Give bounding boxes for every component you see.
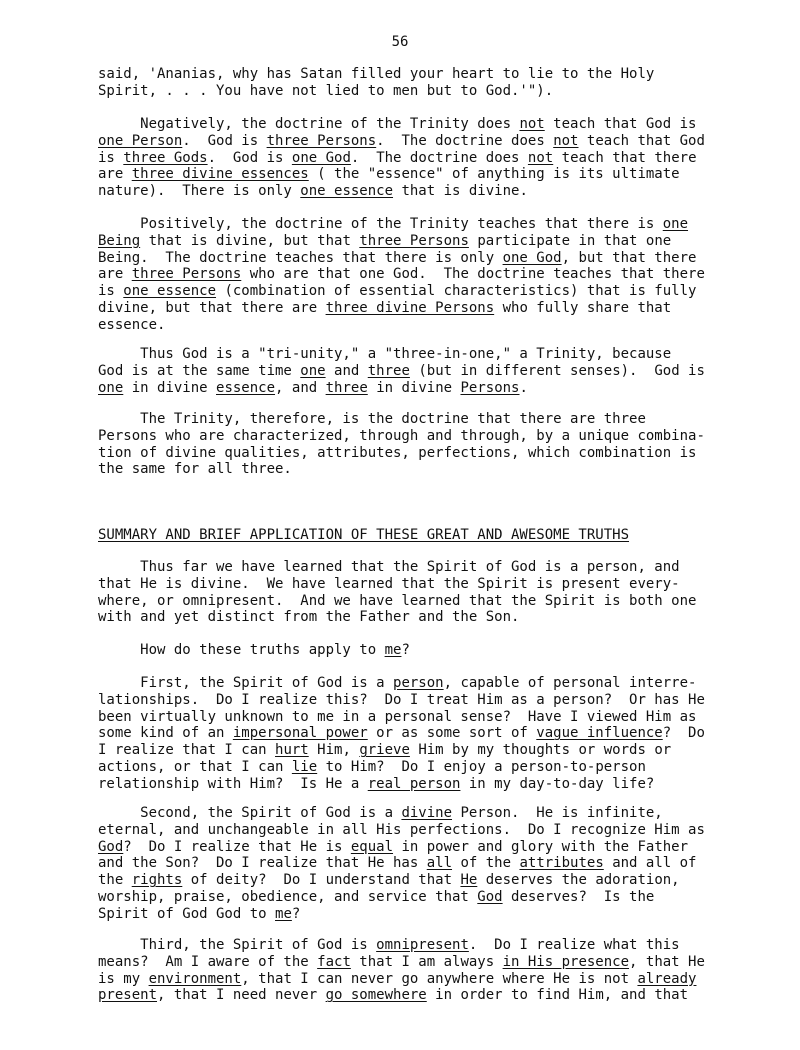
text-line: [98, 133, 705, 150]
text-line: [98, 609, 696, 626]
underlined-text: equal: [350, 838, 394, 855]
trinity-definition-paragraph: [98, 411, 705, 478]
underlined-text: one Person: [98, 132, 183, 149]
text-run: eternal, and unchangeable in all His perfections. Do I recognize Him as: [98, 821, 705, 838]
text-line: [98, 805, 705, 822]
text-run: Person. He is infinite,: [452, 805, 663, 821]
text-line: [98, 166, 705, 183]
text-run: First, the Spirit of God is a: [98, 675, 394, 691]
underlined-text: impersonal power: [232, 725, 368, 742]
text-run: , that He: [629, 953, 705, 970]
underlined-text: omnipresent: [376, 937, 469, 953]
text-line: [98, 150, 705, 167]
underlined-text: one essence: [123, 283, 217, 300]
text-line: [98, 428, 705, 445]
text-run: and the Son? Do I realize that He has: [98, 855, 427, 872]
underlined-text: lie: [291, 758, 318, 775]
text-run: . God is: [207, 149, 292, 166]
text-line: [98, 725, 705, 742]
text-run: Positively, the doctrine of the Trinity teaches that there is: [98, 216, 663, 232]
text-line: [98, 971, 705, 988]
text-line: [98, 380, 705, 397]
text-run: . Do I realize what this: [468, 937, 680, 953]
underlined-text: SUMMARY AND BRIEF APPLICATION OF THESE GREAT AND AWESOME TRUTHS: [98, 527, 630, 543]
underlined-text: one: [662, 216, 689, 232]
text-run: and all of: [603, 855, 697, 872]
underlined-text: one essence: [300, 183, 394, 200]
underlined-text: real person: [367, 775, 461, 792]
underlined-text: three Persons: [359, 232, 469, 249]
text-run: that I am always: [350, 953, 503, 970]
text-line: [98, 116, 705, 133]
text-line: [98, 559, 696, 576]
text-run: ?: [401, 642, 410, 658]
text-run: in my day-to-day life?: [460, 775, 655, 792]
tri-unity-paragraph: [98, 346, 705, 396]
underlined-text: one: [98, 379, 124, 396]
quote-continuation-paragraph: [98, 66, 654, 100]
underlined-text: three Gods: [123, 149, 208, 166]
text-line: [98, 776, 705, 793]
text-line: [98, 839, 705, 856]
underlined-text: three Persons: [131, 266, 242, 283]
text-run: lationships. Do I realize this? Do I treat Him as a person? Or has He: [98, 691, 705, 708]
text-run: ? Do: [662, 725, 705, 742]
text-line: [98, 445, 705, 462]
text-run: said, 'Ananias, why has Satan filled your heart to lie to the Holy: [98, 66, 655, 82]
text-line: [98, 266, 705, 283]
text-run: Second, the Spirit of God is a: [98, 805, 402, 821]
text-line: [98, 889, 705, 906]
negatively-paragraph: [98, 116, 705, 200]
text-run: . God is: [182, 132, 267, 149]
text-line: [98, 642, 410, 659]
text-line: [98, 461, 705, 478]
underlined-text: all: [426, 855, 453, 872]
text-run: deserves the adoration,: [477, 872, 680, 889]
underlined-text: three divine Persons: [325, 299, 495, 316]
text-run: teach that there: [553, 149, 697, 166]
text-line: [98, 83, 654, 100]
text-line: [98, 411, 705, 428]
text-line: [98, 987, 705, 1004]
text-run: is: [98, 283, 124, 300]
text-run: The Trinity, therefore, is the doctrine that there are three: [98, 411, 646, 427]
text-run: I realize that I can: [98, 742, 276, 759]
text-run: is my: [98, 970, 149, 987]
text-line: [98, 692, 705, 709]
text-line: [98, 233, 705, 250]
text-run: .: [519, 379, 528, 396]
text-run: Thus God is a "tri-unity," a "three-in-one," a Trinity, because: [98, 346, 672, 362]
underlined-text: three Persons: [266, 132, 377, 149]
text-run: who are that one God. The doctrine teaches that there: [241, 266, 705, 283]
text-run: . The doctrine does: [376, 132, 554, 149]
text-line: [98, 872, 705, 889]
underlined-text: attributes: [519, 855, 604, 872]
underlined-text: God: [98, 838, 124, 855]
text-run: in order to find Him, and that: [426, 987, 689, 1004]
underlined-text: grieve: [359, 742, 410, 759]
text-run: in divine: [123, 379, 217, 396]
underlined-text: Being: [98, 232, 141, 249]
text-line: [98, 675, 705, 692]
text-run: , that I need never: [157, 987, 326, 1004]
text-run: relationship with Him? Is He a: [98, 775, 368, 792]
text-run: participate in that one: [468, 232, 672, 249]
underlined-text: essence: [216, 379, 276, 396]
underlined-text: three divine essences: [131, 166, 309, 183]
text-run: How do these truths apply to: [98, 642, 385, 658]
text-run: (combination of essential characteristics) that is fully: [216, 283, 697, 300]
text-run: , capable of personal interre-: [443, 675, 697, 691]
underlined-text: not: [519, 116, 545, 132]
text-run: nature). There is only: [98, 183, 301, 200]
underlined-text: He: [460, 872, 478, 889]
underlined-text: Persons: [460, 379, 520, 396]
text-line: [98, 742, 705, 759]
first-point-paragraph: [98, 675, 705, 793]
text-run: teach that God is: [544, 116, 697, 132]
underlined-text: one God: [502, 249, 562, 266]
page-number: 56: [391, 34, 409, 50]
summary-heading: [98, 527, 629, 544]
text-line: [98, 709, 705, 726]
underlined-text: go somewhere: [325, 987, 427, 1004]
text-run: Spirit, . . . You have not lied to men but to God.'").: [98, 82, 554, 99]
text-line: [98, 906, 705, 923]
text-run: (but in different senses). God is: [409, 362, 705, 379]
text-run: essence.: [98, 316, 166, 333]
text-line: [98, 216, 705, 233]
text-line: [98, 363, 705, 380]
text-line: [98, 527, 629, 544]
underlined-text: rights: [131, 872, 183, 889]
underlined-text: hurt: [275, 742, 309, 759]
text-run: Him,: [308, 742, 360, 759]
underlined-text: fact: [317, 953, 351, 970]
text-run: to Him? Do I enjoy a person-to-person: [317, 758, 646, 775]
text-run: teach that God: [578, 132, 705, 149]
text-run: Being. The doctrine teaches that there is only: [98, 249, 503, 266]
text-line: [98, 822, 705, 839]
text-run: is: [98, 149, 124, 166]
text-line: [98, 954, 705, 971]
underlined-text: environment: [148, 970, 242, 987]
text-line: [98, 855, 705, 872]
text-line: [98, 937, 705, 954]
text-run: worship, praise, obedience, and service that: [98, 888, 478, 905]
text-run: ?: [291, 905, 301, 922]
text-run: are: [98, 166, 132, 183]
text-run: , and: [275, 379, 326, 396]
text-line: [98, 317, 705, 334]
underlined-text: three: [367, 362, 410, 379]
text-run: that is divine, but that: [140, 232, 360, 249]
underlined-text: vague influence: [536, 725, 663, 742]
text-run: with and yet distinct from the Father and the Son.: [98, 609, 520, 626]
text-run: of deity? Do I understand that: [182, 872, 461, 889]
text-line: [98, 759, 705, 776]
text-run: ( the "essence" of anything is its ultimate: [308, 166, 680, 183]
text-run: , that I can never go anywhere where He is not: [241, 970, 638, 987]
text-run: and: [325, 362, 368, 379]
text-run: the: [98, 872, 132, 889]
text-run: Persons who are characterized, through and through, by a unique combina-: [98, 427, 705, 444]
text-line: [98, 66, 654, 83]
text-run: of the: [452, 855, 520, 872]
text-run: in divine: [367, 379, 461, 396]
text-run: in power and glory with the Father: [393, 838, 689, 855]
text-line: [98, 250, 705, 267]
text-line: [98, 300, 705, 317]
text-line: [98, 283, 705, 300]
text-run: actions, or that I can: [98, 758, 292, 775]
underlined-text: me: [275, 905, 292, 922]
text-run: that He is divine. We have learned that the Spirit is present every-: [98, 575, 680, 592]
third-point-paragraph: [98, 937, 705, 1004]
text-line: [98, 593, 696, 610]
text-run: been virtually unknown to me in a personal sense? Have I viewed Him as: [98, 708, 697, 725]
text-run: means? Am I aware of the: [98, 953, 318, 970]
text-line: [98, 183, 705, 200]
text-run: , but that there: [561, 249, 697, 266]
text-run: where, or omnipresent. And we have learned that the Spirit is both one: [98, 592, 697, 609]
text-run: some kind of an: [98, 725, 233, 742]
text-run: Him by my thoughts or words or: [409, 742, 672, 759]
underlined-text: God: [477, 888, 503, 905]
underlined-text: not: [527, 149, 554, 166]
text-run: Thus far we have learned that the Spirit of God is a person, and: [98, 559, 680, 575]
text-run: Third, the Spirit of God is: [98, 937, 377, 953]
text-run: . The doctrine does: [350, 149, 528, 166]
text-run: tion of divine qualities, attributes, perfections, which combination is: [98, 444, 697, 461]
text-line: [98, 346, 705, 363]
underlined-text: one God: [291, 149, 351, 166]
underlined-text: one: [300, 362, 326, 379]
underlined-text: present: [98, 987, 158, 1004]
underlined-text: divine: [401, 805, 453, 821]
text-run: Spirit of God God to: [98, 905, 276, 922]
text-run: the same for all three.: [98, 461, 292, 478]
text-run: deserves? Is the: [502, 888, 655, 905]
text-run: or as some sort of: [367, 725, 537, 742]
underlined-text: in His presence: [502, 953, 630, 970]
text-run: God is at the same time: [98, 362, 301, 379]
text-run: who fully share that: [494, 299, 672, 316]
thus-far-paragraph: [98, 559, 696, 626]
underlined-text: three: [325, 379, 368, 396]
underlined-text: already: [637, 970, 697, 987]
second-point-paragraph: [98, 805, 705, 923]
text-run: are: [98, 266, 132, 283]
text-run: ? Do I realize that He is: [123, 838, 351, 855]
apply-question: [98, 642, 410, 659]
underlined-text: not: [553, 132, 579, 149]
text-run: that is divine.: [393, 183, 528, 200]
text-line: [98, 576, 696, 593]
text-run: divine, but that there are: [98, 299, 326, 316]
underlined-text: me: [384, 642, 402, 658]
text-run: Negatively, the doctrine of the Trinity does: [98, 116, 520, 132]
underlined-text: person: [393, 675, 444, 691]
positively-paragraph: [98, 216, 705, 334]
